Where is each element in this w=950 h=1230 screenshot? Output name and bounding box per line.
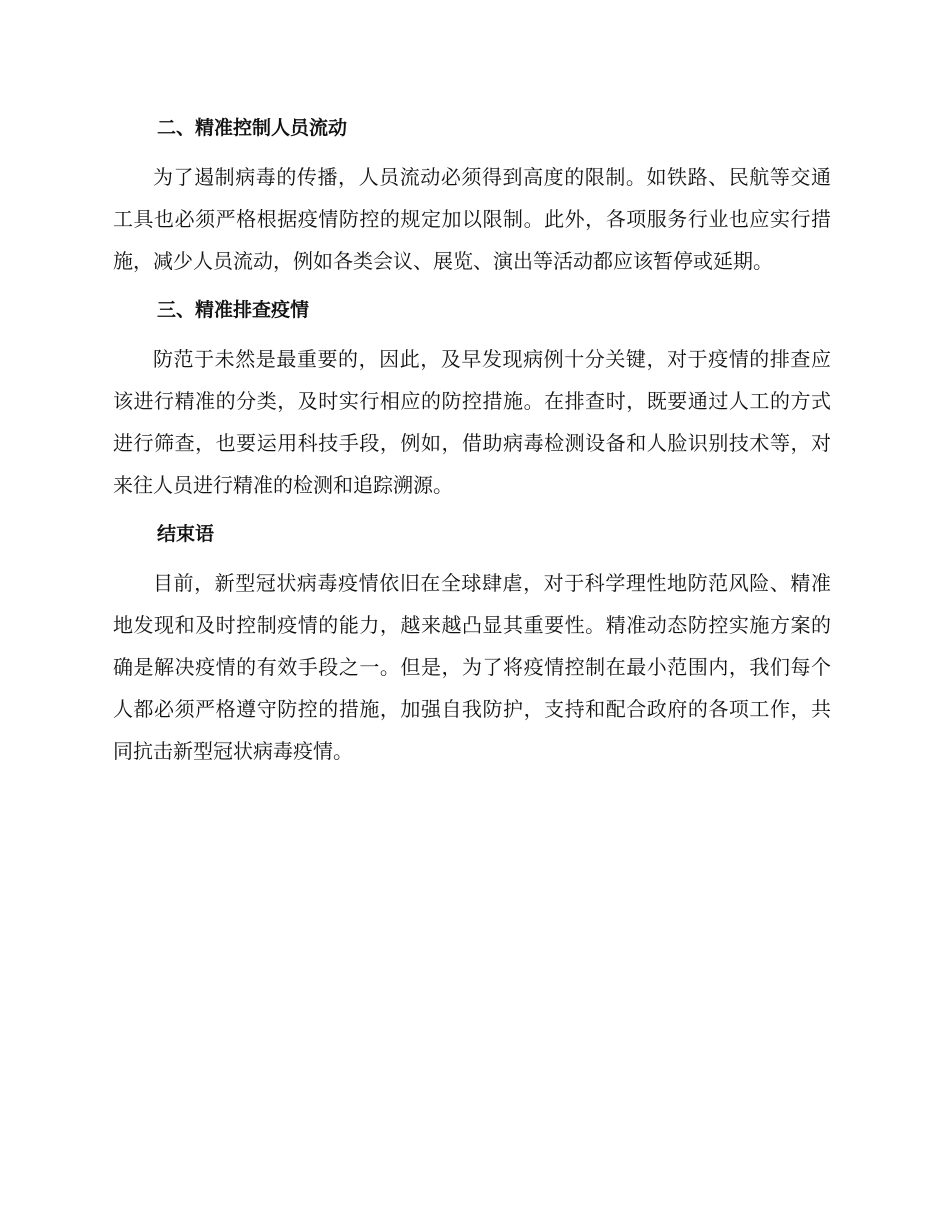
section-heading-conclusion: 结束语 (157, 523, 215, 545)
document-body (113, 108, 831, 780)
section-heading-control-movement: 二、精准控制人员流动 (157, 117, 348, 139)
section-paragraph-control-movement: 为了遏制病毒的传播，人员流动必须得到高度的限制。如铁路、民航等交通工具也必须严格根据疫情防控的规定加以限制。此外，各项服务行业也应实行措施，减少人员流动，例如各类会议、展览、演出等活动都应该暂停或延期。 (113, 165, 831, 273)
section-heading-screening: 三、精准排查疫情 (157, 299, 310, 321)
section-paragraph-screening: 防范于未然是最重要的，因此，及早发现病例十分关键，对于疫情的排查应该进行精准的分类，及时实行相应的防控措施。在排查时，既要通过人工的方式进行筛查，也要运用科技手段，例如，借助病毒检测设备和人脸识别技术等，对来往人员进行精准的检测和追踪溯源。 (113, 347, 831, 497)
section-paragraph-conclusion: 目前，新型冠状病毒疫情依旧在全球肆虐，对于科学理性地防范风险、精准地发现和及时控制疫情的能力，越来越凸显其重要性。精准动态防控实施方案的确是解决疫情的有效手段之一。但是，为了将疫情控制在最小范围内，我们每个人都必须严格遵守防控的措施，加强自我防护，支持和配合政府的各项工作，共同抗击新型冠状病毒疫情。 (113, 571, 831, 763)
